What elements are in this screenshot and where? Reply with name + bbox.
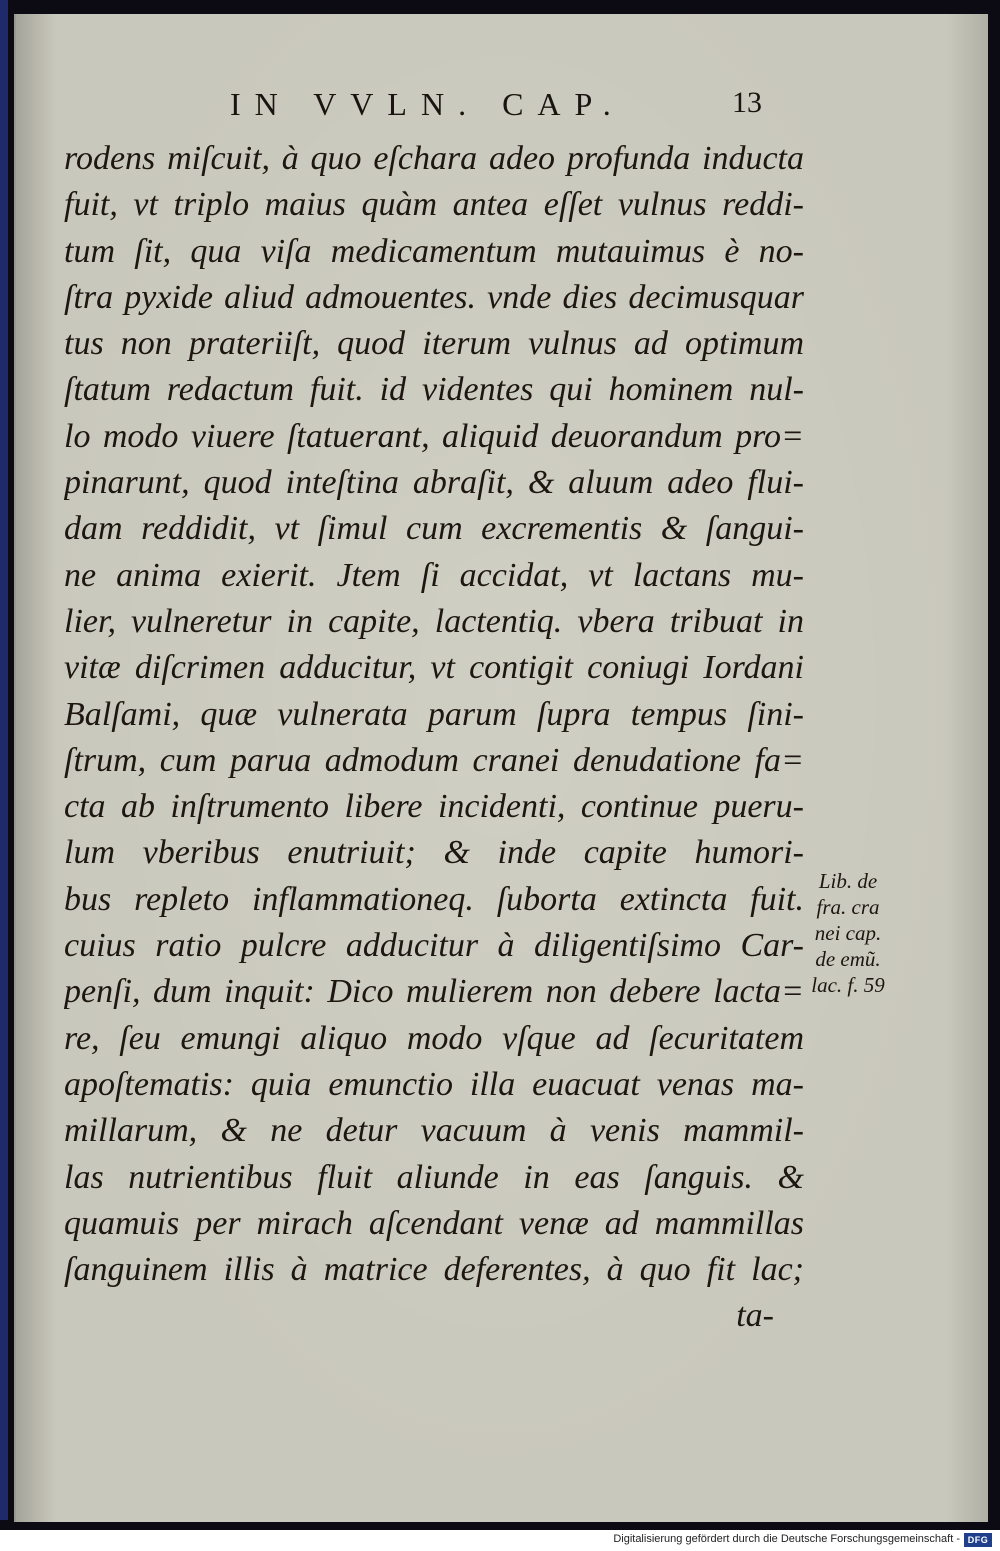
text-line: lier, vulneretur in capite, lactentiq. vbera tribuat in [64,602,804,640]
text-line: lo modo viuere ſtatuerant, aliquid deuorandum pro= [64,417,804,455]
text-line: tum ſit, qua viſa medicamentum mutauimus è no- [64,232,804,270]
text-line: ſtatum redactum fuit. id videntes qui hominem nul- [64,371,804,409]
marginal-note [800,868,896,998]
text-line: ſtra pyxide aliud admouentes. vnde dies decimusquar [64,278,804,316]
text-line: rodens miſcuit, à quo eſchara adeo profunda inducta [64,140,804,177]
marginal-note-line: lac. f. 59 [811,973,885,997]
scan-edge [0,0,8,1520]
text-line: cuius ratio pulcre adducitur à diligentiſsimo Car- [64,927,804,965]
dfg-logo: DFG [964,1533,992,1547]
text-line: pinarunt, quod inteſtina abraſit, & aluum adeo flui- [64,464,804,502]
catchword: ta- [736,1297,774,1335]
text-line: las nutrientibus fluit aliunde in eas ſanguis. & [64,1158,804,1196]
text-line: Balſami, quæ vulnerata parum ſupra tempus ſini- [64,695,804,733]
text-line: lum vberibus enutriuit; & inde capite humori- [64,834,804,872]
text-line: tus non prateriiſt, quod iterum vulnus ad optimum [64,325,804,363]
text-line: ſtrum, cum parua admodum cranei denudatione fa= [64,741,804,779]
text-line: cta ab inſtrumento libere incidenti, continue pueru- [64,788,804,826]
marginal-note-line: de emũ. [815,947,881,971]
text-line: fuit, vt triplo maius quàm antea eſſet vulnus reddi- [64,186,804,224]
text-line: dam reddidit, vt ſimul cum excrementis & ſangui- [64,510,804,548]
text-line: re, ſeu emungi aliquo modo vſque ad ſecuritatem [64,1019,804,1057]
running-head: IN VVLN. CAP. [230,86,625,122]
page-number: 13 [732,86,762,119]
body-text [64,136,804,1340]
funding-credit: Digitalisierung gefördert durch die Deutsche Forschungsgemeinschaft - [613,1533,960,1545]
marginal-note-line: Lib. de [818,869,878,893]
marginal-note-line: fra. cra [816,895,880,919]
text-line: penſi, dum inquit: Dico mulierem non debere lacta= [64,973,804,1011]
text-line: vitæ diſcrimen adducitur, vt contigit coniugi Iordani [64,649,804,687]
text-line: ne anima exierit. Jtem ſi accidat, vt lactans mu- [64,556,804,594]
text-line: millarum, & ne detur vacuum à venis mammil- [64,1112,804,1150]
text-line: quamuis per mirach aſcendant venæ ad mammillas [64,1204,804,1242]
text-line: ſanguinem illis à matrice deferentes, à quo fit lac; [64,1251,804,1289]
footer-bar [0,1530,1000,1551]
text-line: bus repleto inflammationeq. ſuborta extincta fuit. [64,880,804,918]
marginal-note-line: nei cap. [814,921,882,945]
text-line: apoſtematis: quia emunctio illa euacuat venas ma- [64,1065,804,1103]
